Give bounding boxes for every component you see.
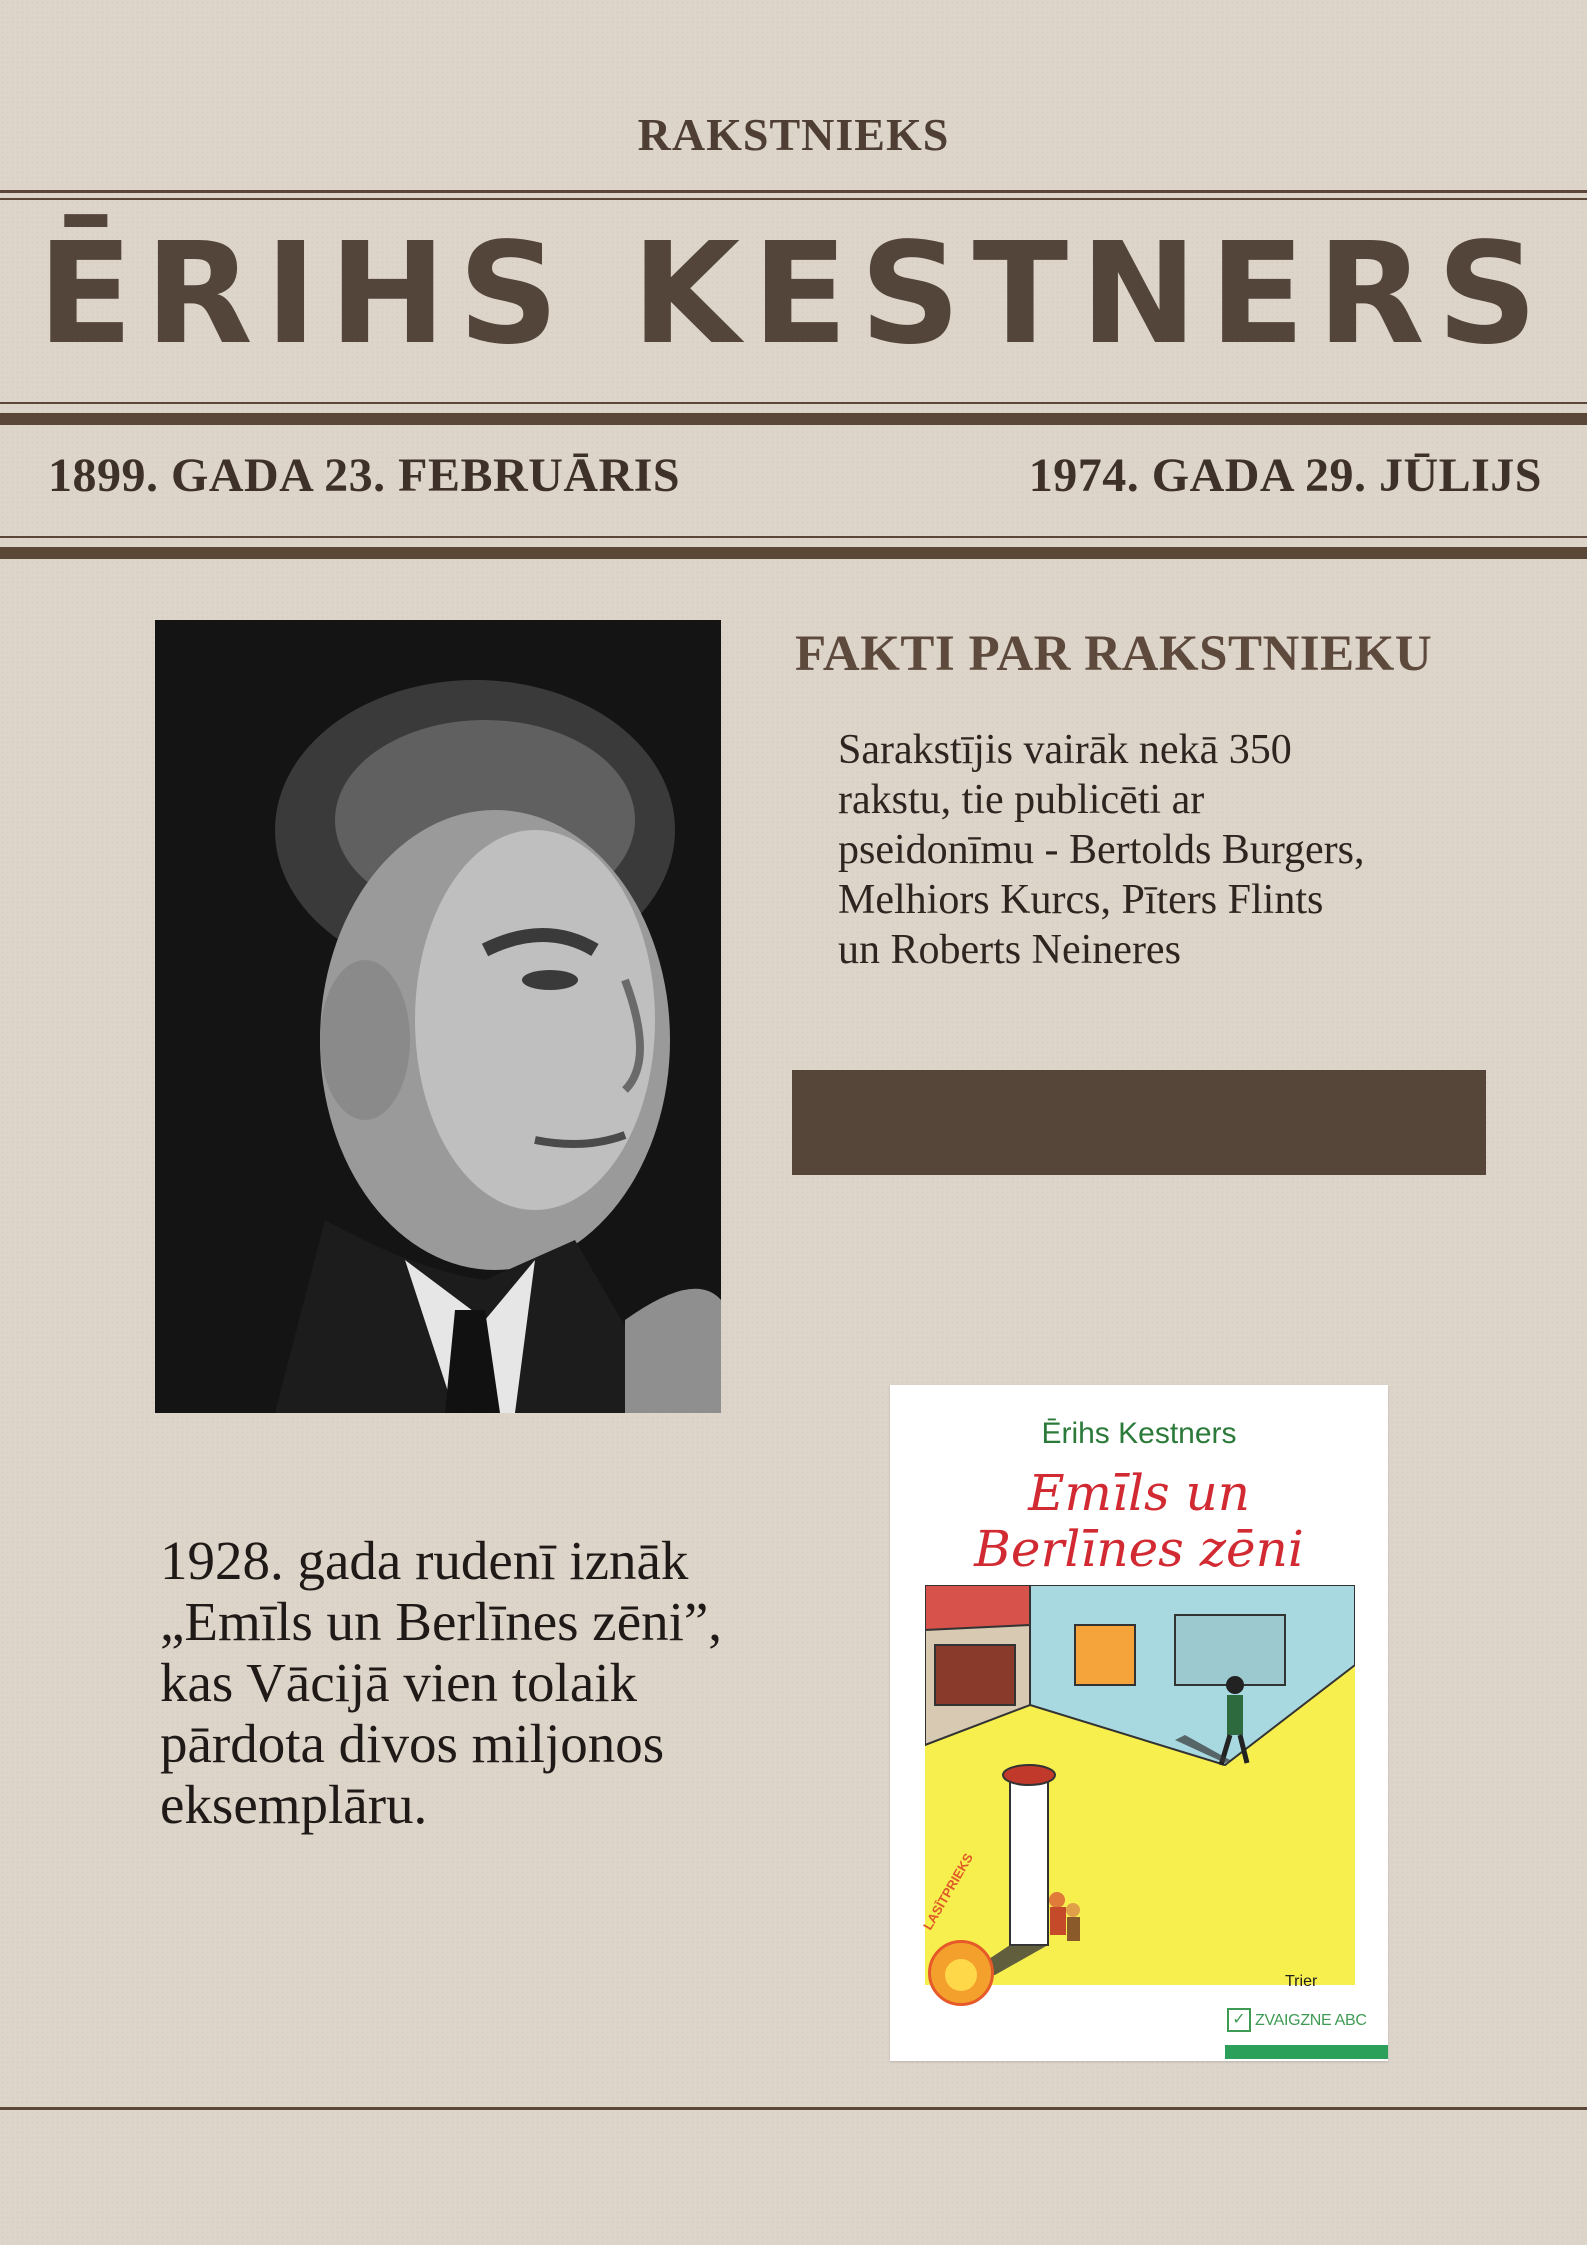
accent-bar <box>792 1070 1486 1175</box>
birth-date: 1899. GADA 23. FEBRUĀRIS <box>48 449 681 502</box>
divider-dates-thin <box>0 536 1587 538</box>
facts-heading: FAKTI PAR RAKSTNIEKU <box>795 626 1433 682</box>
cover-stripe <box>1225 2045 1388 2059</box>
reading-badge-icon <box>928 1940 994 2006</box>
cover-illustrator: Trier <box>1285 1973 1318 1990</box>
author-portrait <box>155 620 721 1413</box>
publisher-name: ZVAIGZNE ABC <box>1255 2012 1367 2029</box>
cover-illustration <box>925 1585 1355 1985</box>
divider-top <box>0 190 1587 193</box>
cover-author: Ērihs Kestners <box>1041 1417 1237 1450</box>
death-date: 1974. GADA 29. JŪLIJS <box>1028 449 1542 502</box>
reading-badge-text: LASĪTPRIEKS <box>920 1850 976 1933</box>
role-label: RAKSTNIEKS <box>637 109 950 160</box>
smiley-icon <box>945 1959 977 1991</box>
divider-name-thick <box>0 413 1587 425</box>
divider-name-thin <box>0 402 1587 404</box>
facts-text: Sarakstījis vairāk nekā 350 rakstu, tie publicēti ar pseidonīmu - Bertolds Burgers, Melhiors Kurcs, Pīters Flints un Roberts Neineres <box>838 727 1365 973</box>
portrait-illustration <box>155 620 721 1413</box>
divider-top-thin <box>0 198 1587 200</box>
book-fact-text: 1928. gada rudenī iznāk „Emīls un Berlīnes zēni”, kas Vācijā vien tolaik pārdota divos miljonos eksemplāru. <box>160 1530 723 1835</box>
divider-bottom <box>0 2107 1587 2110</box>
author-name: ĒRIHS KESTNERS <box>37 213 1550 376</box>
book-cover <box>890 1385 1388 2061</box>
divider-dates-thick <box>0 547 1587 559</box>
publisher-logo-icon: ✓ <box>1227 2008 1251 2032</box>
cover-title: Emīls un Berlīnes zēni <box>974 1464 1304 1578</box>
